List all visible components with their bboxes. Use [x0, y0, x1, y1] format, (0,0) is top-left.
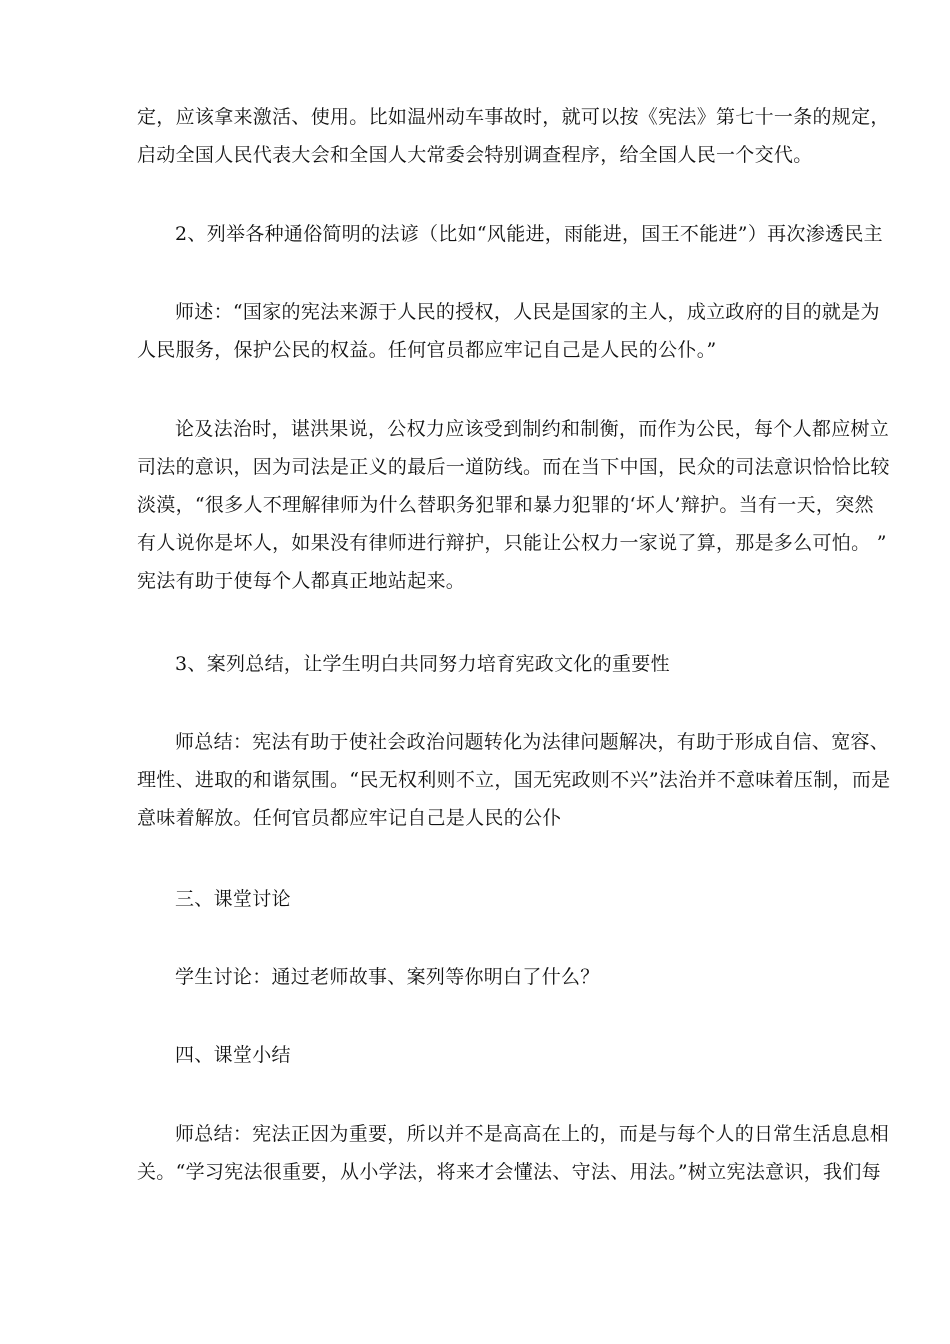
text-line: 人民服务，保护公民的权益。任何官员都应牢记自己是人民的公仆。”	[137, 339, 717, 361]
paragraph-3	[137, 293, 887, 369]
text-line: 淡漠，“很多人不理解律师为什么替职务犯罪和暴力犯罪的‘坏人’辩护。当有一天，突然	[137, 494, 874, 516]
text-line: 有人说你是坏人，如果没有律师进行辩护，只能让公权力一家说了算，那是多么可怕。 ”	[137, 532, 887, 554]
text-line: 师述：“国家的宪法来源于人民的授权，人民是国家的主人，成立政府的目的就是为	[175, 301, 880, 323]
text-line: 学生讨论：通过老师故事、案列等你明白了什么？	[175, 966, 600, 988]
paragraph-4	[137, 410, 890, 600]
text-line: 宪法有助于使每个人都真正地站起来。	[137, 570, 466, 592]
text-line: 关。“学习宪法很重要，从小学法，将来才会懂法、守法、用法。”树立宪法意识，我们每	[137, 1161, 881, 1183]
text-line: 2、列举各种通俗简明的法谚（比如“风能进，雨能进，国王不能进”）再次渗透民主	[175, 223, 883, 245]
text-line: 师总结：宪法正因为重要，所以并不是高高在上的，而是与每个人的日常生活息息相	[175, 1123, 890, 1145]
paragraph-5	[137, 645, 887, 683]
paragraph-2	[137, 215, 887, 253]
text-line: 3、案列总结，让学生明白共同努力培育宪政文化的重要性	[175, 653, 670, 675]
text-line: 司法的意识，因为司法是正义的最后一道防线。而在当下中国，民众的司法意识恰恰比较	[137, 456, 890, 478]
text-line: 四、课堂小结	[175, 1044, 291, 1066]
text-line: 理性、进取的和谐氛围。“民无权利则不立，国无宪政则不兴”法治并不意味着压制，而是	[137, 769, 891, 791]
section-heading-discussion	[137, 880, 887, 918]
paragraph-10	[137, 1115, 890, 1191]
text-line: 意味着解放。任何官员都应牢记自己是人民的公仆	[137, 807, 562, 829]
text-line: 师总结：宪法有助于使社会政治问题转化为法律问题解决，有助于形成自信、宽容、	[175, 731, 890, 753]
paragraph-6	[137, 723, 891, 837]
text-line: 三、课堂讨论	[175, 888, 291, 910]
section-heading-summary	[137, 1036, 887, 1074]
text-line: 论及法治时，谌洪果说，公权力应该受到制约和制衡，而作为公民，每个人都应树立	[175, 418, 890, 440]
paragraph-1	[137, 98, 890, 174]
text-line: 定，应该拿来激活、使用。比如温州动车事故时，就可以按《宪法》第七十一条的规定，	[137, 106, 890, 128]
text-line: 启动全国人民代表大会和全国人大常委会特别调查程序，给全国人民一个交代。	[137, 144, 813, 166]
paragraph-8	[137, 958, 887, 996]
